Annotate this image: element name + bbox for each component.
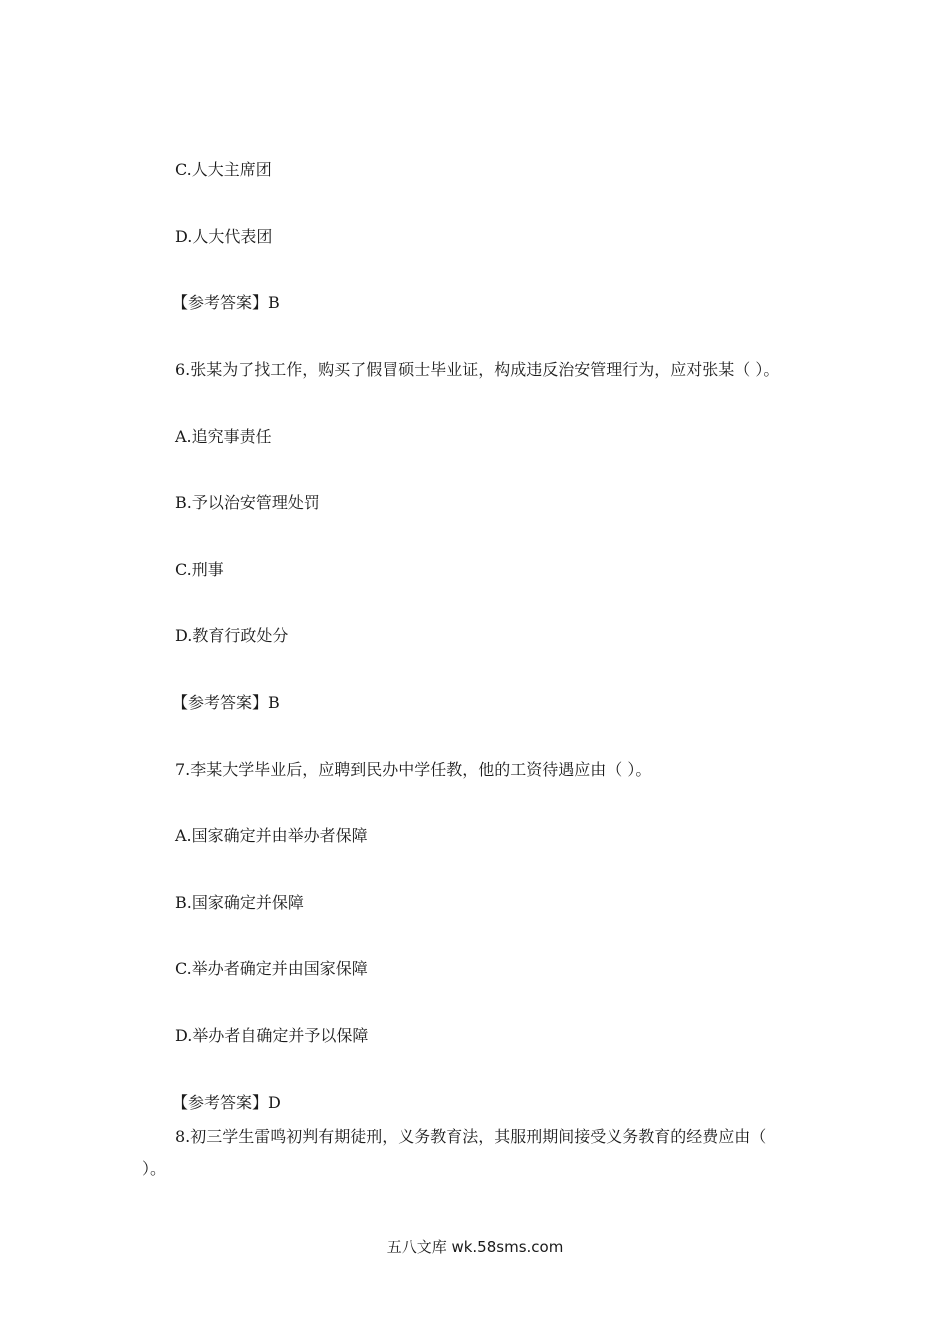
q7-option-b: B.国家确定并保障 (175, 893, 304, 912)
q7-option-d: D.举办者自确定并予以保障 (175, 1026, 369, 1045)
q6-option-a: A.追究事责任 (175, 427, 272, 446)
q7-option-a: A.国家确定并由举办者保障 (175, 826, 368, 845)
q6-option-b: B.予以治安管理处罚 (175, 493, 320, 512)
q5-option-c: C.人大主席团 (175, 160, 272, 179)
q8-question-line-2: ）。 (142, 1159, 167, 1178)
q7-answer: 【参考答案】D (172, 1093, 281, 1112)
footer-watermark: 五八文库 wk.58sms.com (386, 1238, 564, 1256)
q6-answer: 【参考答案】B (172, 693, 280, 712)
q5-answer: 【参考答案】B (172, 293, 280, 312)
q6-question: 6.张某为了找工作，购买了假冒硕士毕业证，构成违反治安管理行为，应对张某（ ）。 (175, 360, 780, 379)
q7-option-c: C.举办者确定并由国家保障 (175, 959, 368, 978)
q5-option-d: D.人大代表团 (175, 227, 273, 246)
q6-option-d: D.教育行政处分 (175, 626, 289, 645)
q8-question-line-1: 8.初三学生雷鸣初判有期徒刑，义务教育法，其服刑期间接受义务教育的经费应由（ (175, 1127, 767, 1146)
q6-option-c: C.刑事 (175, 560, 224, 579)
q7-question: 7.李某大学毕业后，应聘到民办中学任教，他的工资待遇应由（ ）。 (175, 760, 652, 779)
